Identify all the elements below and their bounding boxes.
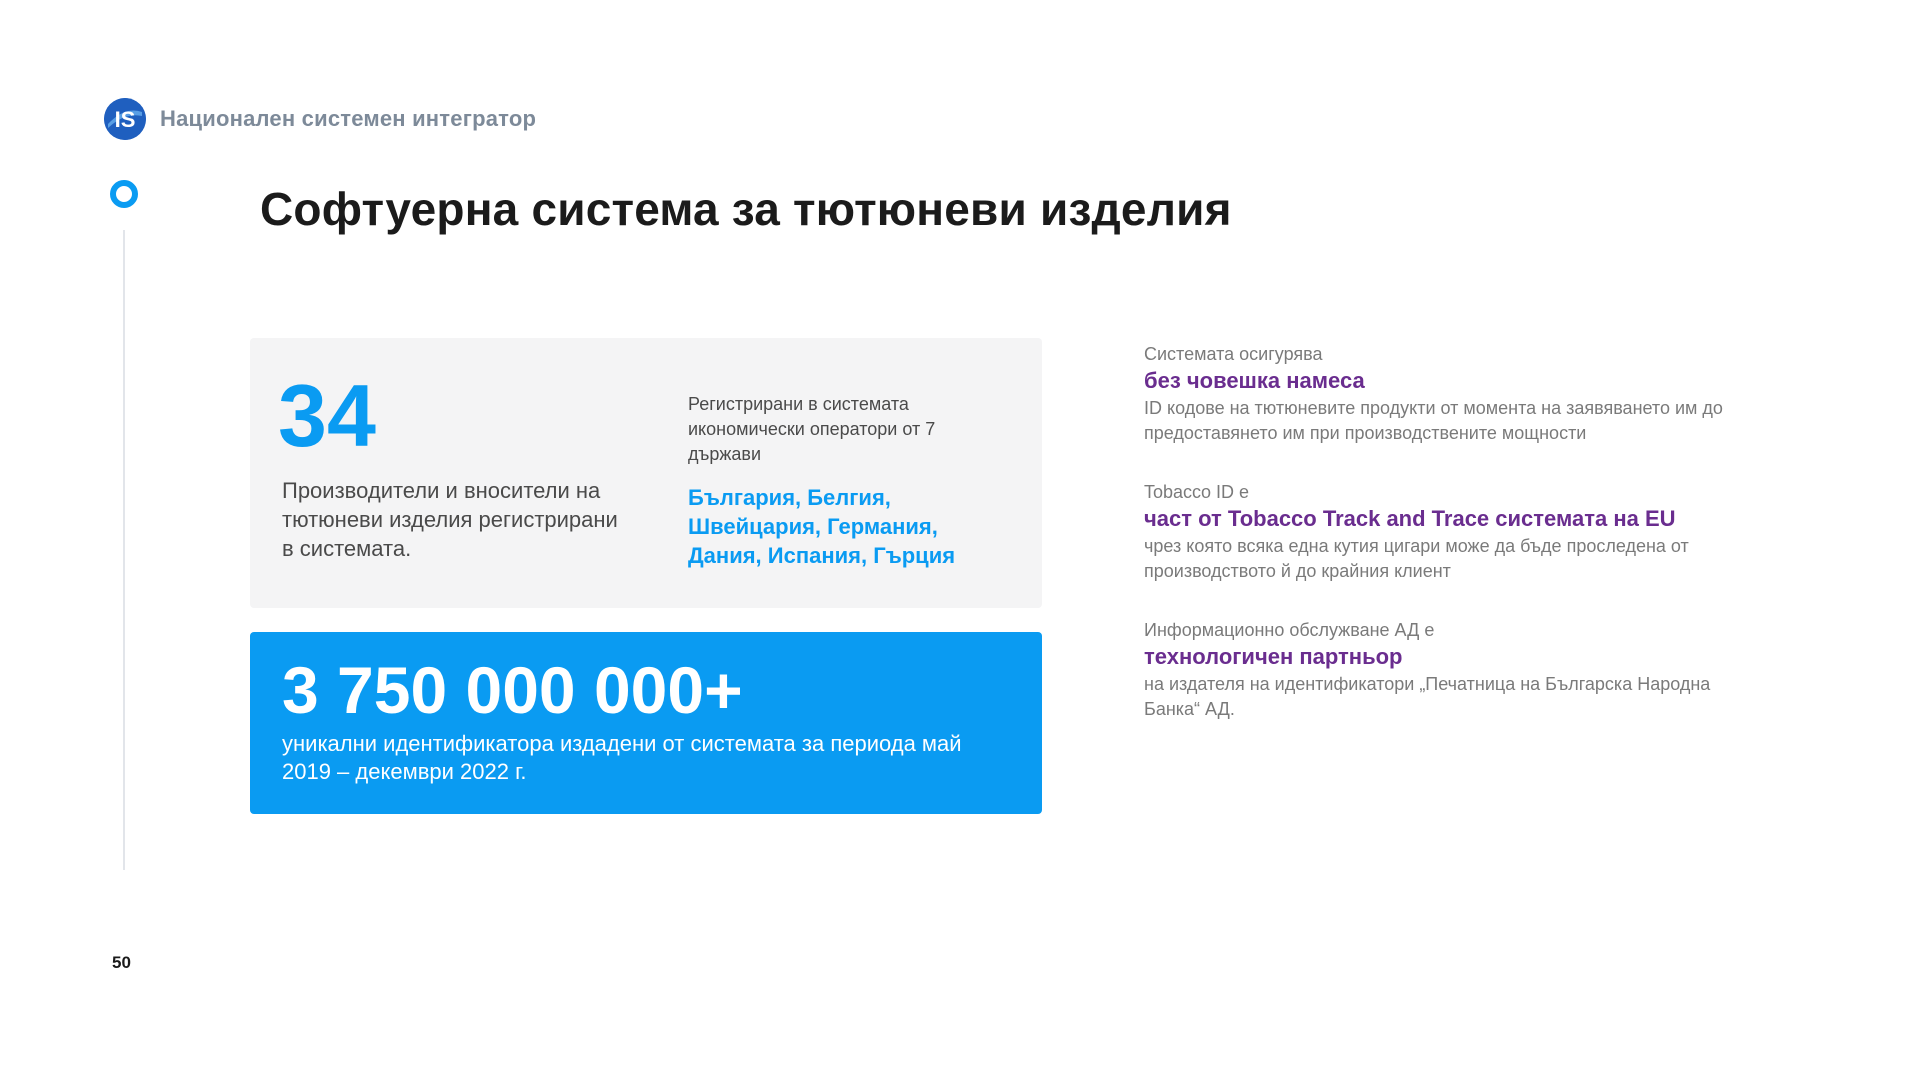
countries-panel	[688, 392, 988, 570]
operators-stats-card	[250, 338, 1042, 608]
info-lead: Tobacco ID е	[1144, 482, 1250, 502]
registered-operators-text: Регистрирани в системата икономически оператори от 7 държави	[688, 394, 936, 464]
brand-header	[104, 98, 536, 140]
info-highlight: част от Tobacco Track and Trace системата на EU	[1144, 506, 1676, 531]
info-block	[1144, 342, 1764, 446]
info-block	[1144, 480, 1764, 584]
company-logo	[104, 98, 146, 140]
page-title: Софтуерна система за тютюневи изделия	[260, 183, 1232, 235]
identifiers-count: 3 750 000 000+	[282, 653, 743, 727]
company-name: Национален системен интегратор	[160, 106, 537, 131]
info-lead: Системата осигурява	[1144, 344, 1323, 364]
logo-text: IS	[114, 107, 136, 132]
timeline-line	[123, 230, 125, 870]
info-highlight: без човешка намеса	[1144, 368, 1365, 393]
info-lead: Информационно обслужване АД е	[1144, 620, 1435, 640]
info-detail: ID кодове на тютюневите продукти от момента на заявяването им до предоставянето им при производствените мощности	[1144, 398, 1723, 443]
timeline-dot	[110, 180, 138, 208]
page-number: 50	[112, 953, 131, 972]
operators-description: Производители и вносители на тютюневи изделия регистрирани в системата.	[282, 478, 618, 561]
identifiers-stats-card	[250, 632, 1042, 814]
info-detail: чрез която всяка една кутия цигари може да бъде проследена от производството й до крайния клиент	[1144, 536, 1689, 581]
countries-list: България, Белгия, Швейцария, Германия, Дания, Испания, Гърция	[688, 485, 956, 568]
logo-mark-icon	[104, 98, 146, 140]
info-highlight: технологичен партньор	[1144, 644, 1403, 669]
info-block	[1144, 618, 1764, 722]
info-detail: на издателя на идентификатори „Печатница на Българска Народна Банка“ АД.	[1144, 674, 1711, 719]
operators-count: 34	[278, 366, 376, 465]
identifiers-description: уникални идентификатора издадени от системата за периода май 2019 – декември 2022 г.	[282, 731, 962, 784]
info-column	[1144, 342, 1764, 756]
